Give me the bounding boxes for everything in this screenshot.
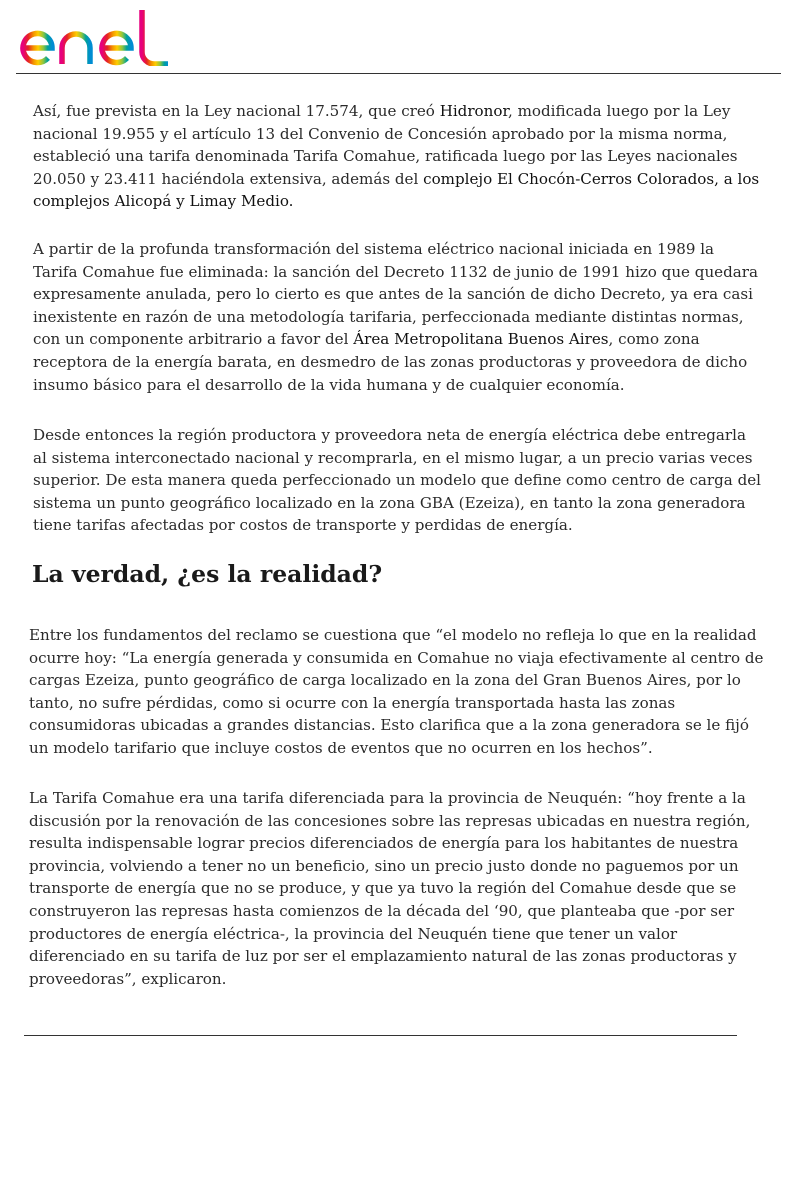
p2-highlight-amba: Área Metropolitana Buenos Aires	[353, 330, 609, 349]
footer-divider	[24, 1035, 737, 1036]
enel-logo-graphic	[18, 8, 170, 66]
section-heading: La verdad, ¿es la realidad?	[32, 560, 383, 588]
paragraph-region-productora: Desde entonces la región productora y proveedora neta de energía eléctrica debe entregarla al sistema interconectado nacional y recomprarla, en el mismo lugar, a un precio varias veces superior. De esta manera queda perfeccionado un modelo que define como centro de carga del sistema un punto geográfico localizado en la zona GBA (Ezeiza), en tanto la zona generadora tiene tarifas afectadas por costos de transporte y perdidas de energía.	[33, 426, 762, 535]
paragraph-transformacion	[33, 238, 763, 396]
paragraph-hidronor	[33, 100, 763, 213]
p2-text-1: A partir de la profunda transformación del sistema eléctrico nacional iniciada en 1989 la Tarifa Comahue fue eliminada: la sanción del Decreto 1132 de junio de 1991 hizo que quedara expresamente anulada, pero lo cierto es que antes de la sanción de dicho Decreto, ya era casi inexistente en razón de una metodología tarifaria, perfeccionada mediante distintas normas, con un componente arbitrario a favor del	[33, 240, 758, 349]
header-divider	[16, 73, 781, 74]
p1-text-2: , modificada luego por la Ley nacional 19.955 y el artículo 13 del Convenio de Concesión aprobado por la misma norma, estableció una tarifa denominada Tarifa Comahue, ratificada luego por las Leyes nacionales 20.050 y 23.411 haciéndola extensiva, además del	[33, 102, 738, 188]
p1-text-1: Así, fue prevista en la Ley nacional 17.574, que creó	[33, 102, 440, 120]
enel-logo[interactable]	[18, 8, 170, 66]
p1-highlight-complejos: complejo El Chocón-Cerros Colorados, a los complejos Alicopá y Limay Medio.	[33, 169, 760, 211]
p2-text-2: , como zona receptora de la energía barata, en desmedro de las zonas productoras y proveedora de dicho insumo básico para el desarrollo de la vida humana y de cualquier economía.	[33, 330, 748, 394]
paragraph-tarifa-comahue: La Tarifa Comahue era una tarifa diferenciada para la provincia de Neuquén: “hoy frente a la discusión por la renovación de las concesiones sobre las represas ubicadas en nuestra región, resulta indispensable lograr precios diferenciados de energía para los habitantes de nuestra provincia, volviendo a tener no un beneficio, sino un precio justo donde no paguemos por un transporte de energía que no se produce, y que ya tuvo la región del Comahue desde que se construyeron las represas hasta comienzos de la década del ‘90, que planteaba que -por ser productores de energía eléctrica-, la provincia del Neuquén tiene que tener un valor diferenciado en su tarifa de luz por ser el emplazamiento natural de las zonas productoras y proveedoras”, explicaron.	[29, 789, 751, 988]
p1-highlight-hidronor: Hidronor	[439, 102, 509, 120]
paragraph-fundamentos: Entre los fundamentos del reclamo se cuestiona que “el modelo no refleja lo que en la realidad ocurre hoy: “La energía generada y consumida en Comahue no viaja efectivamente al centro de cargas Ezeiza, punto geográfico de carga localizado en la zona del Gran Buenos Aires, por lo tanto, no sufre pérdidas, como si ocurre con la energía transportada hasta las zonas consumidoras ubicadas a grandes distancias. Esto clarifica que a la zona generadora se le fijó un modelo tarifario que incluye costos de eventos que no ocurren en los hechos”.	[29, 626, 764, 757]
